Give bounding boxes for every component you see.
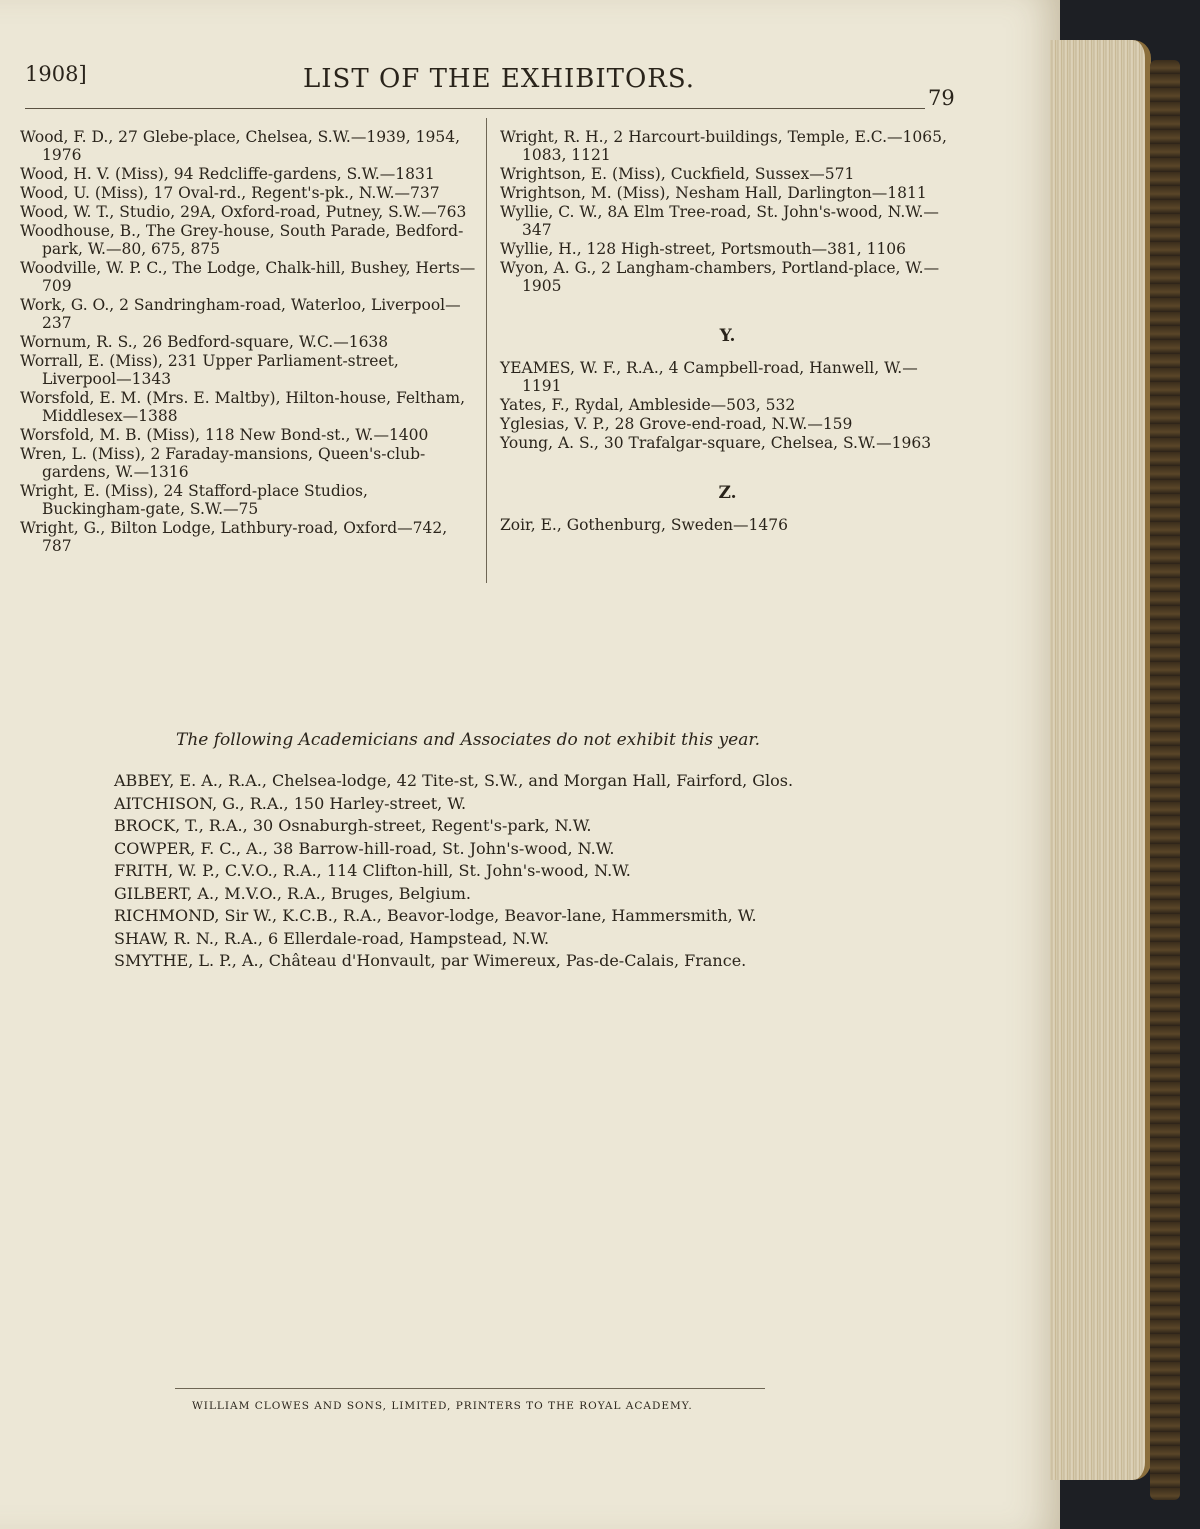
notice-list bbox=[114, 770, 894, 973]
list-item: Wyllie, C. W., 8A Elm Tree-road, St. John's-wood, N.W.—347 bbox=[500, 203, 939, 239]
list-item: Wood, F. D., 27 Glebe-place, Chelsea, S.W.—1939, 1954, 1976 bbox=[20, 128, 461, 164]
list-item: Wright, R. H., 2 Harcourt-buildings, Temple, E.C.—1065, 1083, 1121 bbox=[500, 128, 947, 164]
list-item: Young, A. S., 30 Trafalgar-square, Chelsea, S.W.—1963 bbox=[500, 434, 932, 452]
printer-imprint: WILLIAM CLOWES AND SONS, LIMITED, PRINTERS TO THE ROYAL ACADEMY. bbox=[192, 1400, 693, 1412]
list-item: Wrightson, M. (Miss), Nesham Hall, Darlington—1811 bbox=[500, 184, 927, 202]
list-item: Wornum, R. S., 26 Bedford-square, W.C.—1638 bbox=[20, 333, 389, 351]
book-spine bbox=[1150, 60, 1180, 1500]
list-item: Wyon, A. G., 2 Langham-chambers, Portland-place, W.—1905 bbox=[500, 259, 940, 295]
list-item: Wyllie, H., 128 High-street, Portsmouth—381, 1106 bbox=[500, 240, 907, 258]
list-item: Wright, E. (Miss), 24 Stafford-place Studios, Buckingham-gate, S.W.—75 bbox=[20, 482, 368, 518]
left-column bbox=[20, 128, 476, 556]
list-item: Yglesias, V. P., 28 Grove-end-road, N.W.—159 bbox=[500, 415, 853, 433]
footer-rule bbox=[175, 1388, 765, 1389]
list-item: Zoir, E., Gothenburg, Sweden—1476 bbox=[500, 516, 788, 534]
header-rule bbox=[25, 108, 925, 109]
right-column bbox=[500, 128, 955, 535]
column-divider bbox=[486, 118, 487, 583]
list-item: Woodhouse, B., The Grey-house, South Parade, Bedford-park, W.—80, 675, 875 bbox=[20, 222, 464, 258]
header-year: 1908] bbox=[25, 62, 87, 86]
list-item: Wood, W. T., Studio, 29A, Oxford-road, Putney, S.W.—763 bbox=[20, 203, 467, 221]
list-item: SHAW, R. N., R.A., 6 Ellerdale-road, Hampstead, N.W. bbox=[114, 928, 550, 948]
list-item: Worsfold, M. B. (Miss), 118 New Bond-st., W.—1400 bbox=[20, 426, 429, 444]
list-item: Wood, H. V. (Miss), 94 Redcliffe-gardens, S.W.—1831 bbox=[20, 165, 435, 183]
notice-title: The following Academicians and Associates do not exhibit this year. bbox=[176, 730, 760, 750]
list-item: Yates, F., Rydal, Ambleside—503, 532 bbox=[500, 396, 796, 414]
page-edges bbox=[1050, 40, 1151, 1480]
list-item: Woodville, W. P. C., The Lodge, Chalk-hill, Bushey, Herts—709 bbox=[20, 259, 476, 295]
list-item: Wood, U. (Miss), 17 Oval-rd., Regent's-pk., N.W.—737 bbox=[20, 184, 440, 202]
section-heading-z: Z. bbox=[718, 483, 737, 503]
list-item: COWPER, F. C., A., 38 Barrow-hill-road, St. John's-wood, N.W. bbox=[114, 838, 615, 858]
list-item: FRITH, W. P., C.V.O., R.A., 114 Clifton-hill, St. John's-wood, N.W. bbox=[114, 861, 631, 880]
page-number: 79 bbox=[928, 86, 955, 110]
list-item: BROCK, T., R.A., 30 Osnaburgh-street, Regent's-park, N.W. bbox=[114, 816, 592, 835]
list-item: Work, G. O., 2 Sandringham-road, Waterloo, Liverpool—237 bbox=[20, 296, 461, 332]
list-item: Wright, G., Bilton Lodge, Lathbury-road, Oxford—742, 787 bbox=[20, 519, 448, 555]
list-item: GILBERT, A., M.V.O., R.A., Bruges, Belgium. bbox=[114, 883, 471, 903]
list-item: Wrightson, E. (Miss), Cuckfield, Sussex—571 bbox=[500, 165, 855, 183]
list-item: Worrall, E. (Miss), 231 Upper Parliament-street, Liverpool—1343 bbox=[20, 352, 399, 388]
section-heading-y: Y. bbox=[719, 326, 736, 346]
list-item: ABBEY, E. A., R.A., Chelsea-lodge, 42 Tite-st, S.W., and Morgan Hall, Fairford, Glos. bbox=[114, 771, 794, 790]
list-item: AITCHISON, G., R.A., 150 Harley-street, W. bbox=[114, 793, 467, 813]
list-item: Worsfold, E. M. (Mrs. E. Maltby), Hilton-house, Feltham, Middlesex—1388 bbox=[20, 389, 466, 425]
list-item: RICHMOND, Sir W., K.C.B., R.A., Beavor-lodge, Beavor-lane, Hammersmith, W. bbox=[114, 906, 757, 925]
page-title: LIST OF THE EXHIBITORS. bbox=[303, 64, 696, 94]
list-item: Wren, L. (Miss), 2 Faraday-mansions, Queen's-club-gardens, W.—1316 bbox=[20, 445, 426, 481]
list-item: SMYTHE, L. P., A., Château d'Honvault, par Wimereux, Pas-de-Calais, France. bbox=[114, 951, 747, 970]
list-item: YEAMES, W. F., R.A., 4 Campbell-road, Hanwell, W.—1191 bbox=[500, 359, 918, 395]
